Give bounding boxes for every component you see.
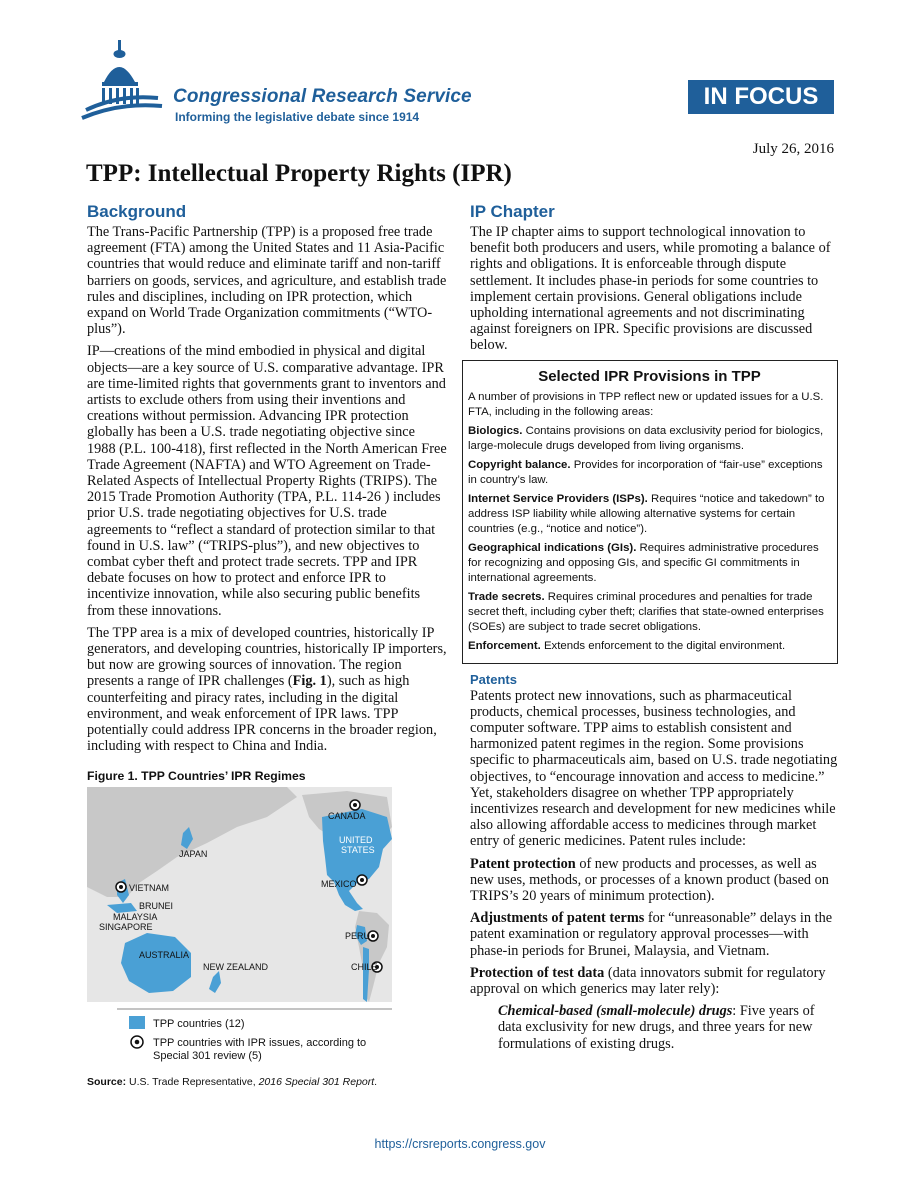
background-paragraph-3 xyxy=(87,625,447,755)
paragraph-text: ), such as high counterfeiting and piracy rates, including in the digital environment, and weak enforcement of IPR laws. TPP potentially could address IPR concerns in the broader region, including with respect to China and India. xyxy=(87,673,437,755)
series-badge: IN FOCUS xyxy=(688,80,834,114)
canada-label: CANADA xyxy=(328,810,366,821)
marker-dot xyxy=(353,803,357,807)
term: Protection of test data xyxy=(470,964,605,981)
singapore-label: SINGAPORE xyxy=(99,921,153,932)
united-states-label: STATES xyxy=(341,844,375,855)
provision-text: Requires criminal procedures and penalties for trade secret theft, including cyber theft; clarifies that state-owned enterprises (SOEs) are subject to trade secret obligations. xyxy=(468,590,824,633)
provision-term: Internet Service Providers (ISPs). xyxy=(468,492,648,505)
provision-item xyxy=(468,590,831,635)
peru-label: PERU xyxy=(345,930,371,941)
background-heading: Background xyxy=(87,202,187,221)
legend-issue-label: TPP countries with IPR issues, according to xyxy=(153,1036,367,1049)
figure-reference[interactable]: Fig. 1 xyxy=(292,673,327,690)
term: Chemical-based (small-molecule) drugs xyxy=(498,1003,733,1020)
term-text: (data innovators submit for regulatory approval on which generics may later rely): xyxy=(470,964,826,998)
background-paragraph-2: IP—creations of the mind embodied in physical and digital objects—are a key source of U.S. comparative advantage. IPR are time-limited rights that governments grant to inventors and artists to exclude others from using their inventions and creations without permission. Advancing IPR protection globally has been a U.S. trade negotiating objective since 1988 (P.L. 100-418), first reflected in the North American Free Trade Agreement (NAFTA) and WTO Agreement on Trade-Related Aspects of Intellectual Property Rights (TRIPS). The 2015 Trade Promotion Authority (TPA, P.L. 114-26 ) includes prior U.S. trade negotiating objectives for U.S. trade agreements to “reflect a standard of protection similar to that found in U.S. law” (“TRIPS-plus”), and new objectives to combat cyber theft and protect trade secrets. TPP and IPR debate focuses on how to protect and enforce IPR to incentivize innovation, while also securing public benefits from these innovations. xyxy=(87,343,447,619)
term: Patent protection xyxy=(470,855,576,872)
new-zealand-label: NEW ZEALAND xyxy=(203,961,269,972)
provision-term: Enforcement. xyxy=(468,639,541,652)
australia-label: AUSTRALIA xyxy=(139,949,190,960)
legend-tpp-swatch xyxy=(129,1016,145,1029)
marker-dot xyxy=(119,885,123,889)
provision-text: Extends enforcement to the digital environment. xyxy=(540,639,786,652)
japan-label: JAPAN xyxy=(179,848,208,859)
provision-item xyxy=(468,424,831,454)
term-text: for “unreasonable” delays in the patent examination or regulatory approval processes—with phase-in periods for Brunei, Malaysia, and Vietnam. xyxy=(470,910,833,959)
footer-url[interactable]: https://crsreports.congress.gov xyxy=(374,1137,546,1151)
legend-tpp-label: TPP countries (12) xyxy=(153,1017,245,1030)
marker-dot xyxy=(360,878,364,882)
source-end: . xyxy=(374,1075,378,1088)
source-text: U.S. Trade Representative, xyxy=(126,1075,259,1088)
term-text: : Five years of data exclusivity for new drugs, and three years for new formulations of existing drugs. xyxy=(498,1003,815,1052)
patents-paragraph: Patents protect new innovations, such as pharmaceutical products, chemical processes, business technologies, and computer software. TPP aims to establish consistent and harmonized patent regimes in the region. Some provisions specific to pharmaceuticals aim, based on U.S. trade negotiating objectives, to “encourage innovation and access to medicine.” Yet, stakeholders disagree on whether TPP appropriately incentivizes research and development for new medicines while also allowing affordable access to medicines through market entry of generic medicines. Patent rules include: xyxy=(470,687,838,850)
provision-text: Requires administrative procedures for recognizing and opposing GIs, and specific GI commitments in international agreements. xyxy=(468,541,819,584)
patent-protection-paragraph xyxy=(470,856,840,905)
chemical-drugs-paragraph xyxy=(470,1003,840,1052)
provision-item xyxy=(468,458,831,488)
provision-text: Contains provisions on data exclusivity period for biologics, large-molecule drugs developed from living organisms. xyxy=(468,424,824,452)
patent-term-adjustment-paragraph xyxy=(470,910,840,959)
provision-term: Geographical indications (GIs). xyxy=(468,541,637,554)
test-data-paragraph xyxy=(470,965,840,997)
ip-chapter-heading: IP Chapter xyxy=(470,202,555,221)
source-title: 2016 Special 301 Report xyxy=(258,1075,375,1088)
left-column xyxy=(87,200,447,1088)
ip-chapter-paragraph: The IP chapter aims to support technological innovation to benefit both producers and users, while promoting a balance of rights and obligations. It is enforceable through dispute settlement. It includes phase-in periods for some countries to implement certain provisions. General obligations include upholding international agreements and not discriminating against foreigners on IPR. Specific provisions are discussed below. xyxy=(470,224,831,354)
page-title: TPP: Intellectual Property Rights (IPR) xyxy=(86,160,512,187)
term-text: of new products and processes, as well as new uses, methods, or processes of a known product (based on TRIPS’s 20 years of minimum protection). xyxy=(470,855,829,905)
provision-text: Requires “notice and takedown” to address ISP liability while allowing alternative systems for certain countries (e.g., “notice and notice”). xyxy=(468,492,825,535)
provision-term: Biologics. xyxy=(468,424,523,437)
provision-item xyxy=(468,492,831,537)
page-header xyxy=(0,0,920,187)
figure-caption: Figure 1. TPP Countries’ IPR Regimes xyxy=(87,768,306,783)
malaysia-label: MALAYSIA xyxy=(113,911,158,922)
provisions-box xyxy=(462,360,838,664)
paragraph-text: The TPP area is a mix of developed countries, historically IP generators, and developing countries, historically IP importers, but now are growing sources of innovation. The region presents a range of IPR challenges ( xyxy=(87,624,447,690)
patents-heading: Patents xyxy=(470,671,517,687)
right-column xyxy=(470,200,840,1058)
legend-issue-label: Special 301 review (5) xyxy=(153,1049,262,1062)
provision-item xyxy=(468,541,831,586)
marker-dot xyxy=(135,1039,140,1044)
background-paragraph-1: The Trans-Pacific Partnership (TPP) is a proposed free trade agreement (FTA) among the United States and 11 Asia-Pacific countries that would reduce and eliminate tariff and non-tariff barriers on goods, services, and agriculture, and establish trade rules and disciplines, including on IPR protection, which expand on World Trade Organization commitments (“WTO-plus”). xyxy=(87,224,447,338)
provisions-box-title: Selected IPR Provisions in TPP xyxy=(538,367,761,385)
org-name: Congressional Research Service xyxy=(173,86,472,107)
source-label: Source: xyxy=(87,1075,127,1088)
provision-item xyxy=(468,639,831,654)
vietnam-label: VIETNAM xyxy=(129,882,170,893)
tpp-countries-map xyxy=(87,787,392,1072)
provisions-intro: A number of provisions in TPP reflect new or updated issues for a U.S. FTA, including in the following areas: xyxy=(468,390,824,418)
provision-term: Trade secrets. xyxy=(468,590,545,603)
capitol-dome-icon xyxy=(80,38,166,128)
united-states-label: UNITED xyxy=(339,834,373,845)
figure-source xyxy=(87,1076,447,1088)
marker-dot xyxy=(371,934,375,938)
brunei-label: BRUNEI xyxy=(139,900,174,911)
term: Adjustments of patent terms xyxy=(470,910,645,927)
provision-text: Provides for incorporation of “fair-use” exceptions in country’s law. xyxy=(468,458,823,486)
mexico-label: MEXICO xyxy=(321,878,357,889)
provision-term: Copyright balance. xyxy=(468,458,571,471)
publication-date: July 26, 2016 xyxy=(752,141,834,157)
chile-label: CHILE xyxy=(351,961,378,972)
org-tagline: Informing the legislative debate since 1914 xyxy=(175,110,420,124)
